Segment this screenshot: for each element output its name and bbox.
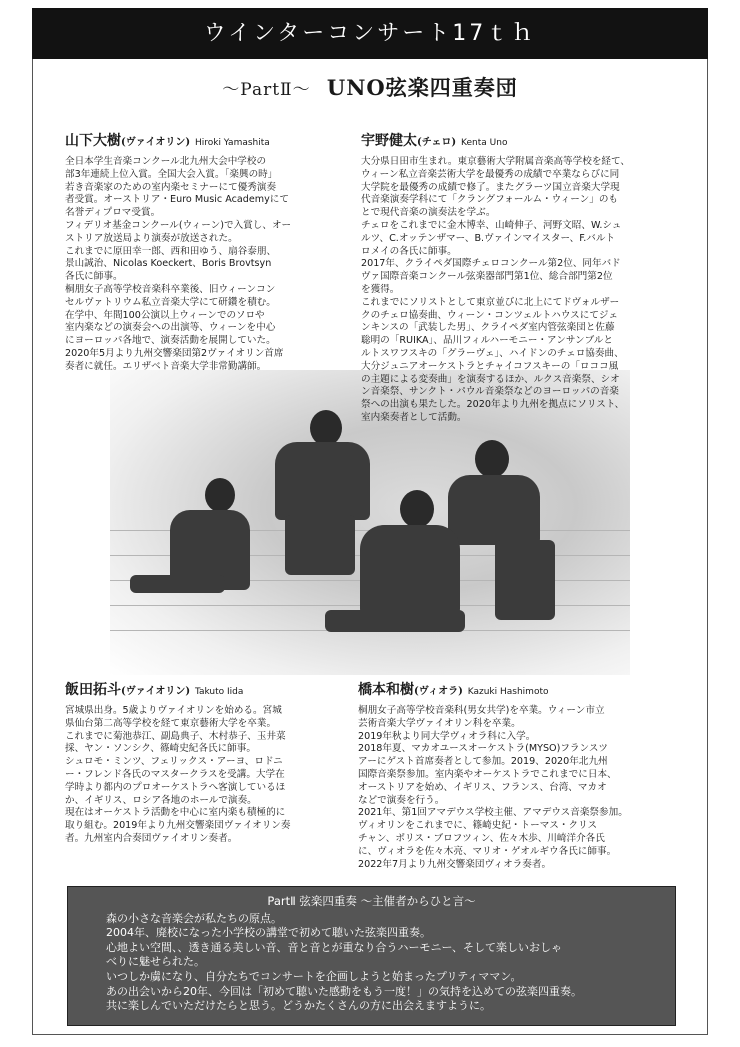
bio-line: ストリア放送局より演奏が放送された。 bbox=[65, 232, 238, 244]
performer-instrument: (チェロ) bbox=[417, 137, 457, 148]
bio-line: 全日本学生音楽コンクール北九州大会中学校の bbox=[65, 156, 267, 167]
bio-line: 室内楽などの演奏会への出演等、ウィーンを中心 bbox=[65, 322, 276, 334]
bio-line: ウィーン私立音楽芸術大学を最優秀の成績で卒業ならびに同 bbox=[361, 168, 620, 180]
performer-bio bbox=[65, 705, 345, 846]
bio-line: チェロをこれまでに金木博幸、山崎伸子、河野文昭、W.シュ bbox=[361, 219, 622, 231]
message-line: 2004年、廃校になった小学校の講堂で初めて聴いた弦楽四重奏。 bbox=[106, 926, 431, 940]
bio-line: を獲得。 bbox=[361, 283, 400, 295]
bio-line: チャン、ボリス・ブロフツィン、佐々木歩、川崎洋介各氏 bbox=[358, 832, 605, 844]
bio-line: これまでにソリストとして東京並びに北上にてドヴォルザー bbox=[361, 296, 620, 308]
bio-line: クのチェロ協奏曲、ウィーン・コンツェルトハウスにてジェ bbox=[361, 309, 618, 321]
bio-line: ヴィオリンをこれまでに、篠崎史紀・トーマス・クリス bbox=[358, 820, 598, 832]
bio-line: ルトスワフスキの「グラーヴェ」、ハイドンのチェロ協奏曲、 bbox=[361, 347, 624, 359]
bio-line: 祭への出演も果たした。2020年より九州を拠点にソリスト、 bbox=[361, 399, 625, 411]
performer-bio bbox=[361, 156, 681, 425]
bio-line: 芸術音楽大学ヴァイオリン科を卒業。 bbox=[358, 717, 521, 729]
performer-bio bbox=[65, 156, 345, 374]
bio-line: 代音楽演奏学科にて「クラングフォールム・ウィーン」のも bbox=[361, 194, 619, 206]
performer-romaji: Kenta Uno bbox=[461, 138, 508, 148]
bio-line: 国際音楽祭参加。室内楽やオーケストラでこれまでに日本、 bbox=[358, 768, 617, 780]
performer-romaji: Takuto Iida bbox=[194, 687, 244, 697]
bio-line: に、ヴィオラを佐々木亮、マリオ・ゲオルギウ各氏に師事。 bbox=[358, 845, 617, 857]
bio-line: シュロモ・ミンツ、フェリックス・アーヨ、ロドニ bbox=[65, 756, 283, 768]
bio-line: とで現代音楽の演奏法を学ぶ。 bbox=[361, 207, 496, 219]
bio-line: 2019年秋より同大学ヴィオラ科に入学。 bbox=[358, 730, 536, 742]
bio-line: 学時より都内のプロオーケストラへ客演しているほ bbox=[65, 781, 286, 793]
bio-line: 室内楽奏者として活動。 bbox=[361, 411, 467, 423]
bio-line: 2020年5月より九州交響楽団第2ヴァイオリン首席 bbox=[65, 347, 284, 359]
bio-line: ー・フレンド各氏のマスタークラスを受講。大学在 bbox=[65, 768, 285, 780]
part-subtitle bbox=[0, 72, 740, 102]
bio-line: 2022年7月より九州交響楽団ヴィオラ奏者。 bbox=[358, 858, 552, 870]
performer-name-line bbox=[361, 132, 681, 152]
bio-line: 2017年、クライペダ国際チェロコンクール第2位、同年バド bbox=[361, 258, 621, 270]
concert-title-bar bbox=[32, 8, 708, 59]
performer-instrument: (ヴィオラ) bbox=[414, 686, 463, 697]
message-title: PartⅡ 弦楽四重奏 〜主催者からひと言〜 bbox=[267, 894, 476, 908]
performer-instrument: (ヴァイオリン) bbox=[121, 137, 191, 148]
performer-name: 山下大樹 bbox=[65, 133, 121, 149]
bio-line: 部3年連続上位入賞。全国大会入賞。「楽興の時」 bbox=[65, 168, 278, 180]
performer-bio bbox=[358, 705, 683, 871]
bio-line: 各氏に師事。 bbox=[65, 271, 123, 283]
bio-line: セルヴァトリウム私立音楽大学にて研鑽を積む。 bbox=[65, 296, 276, 308]
ensemble-name: UNO弦楽四重奏団 bbox=[326, 75, 518, 100]
bio-line: 大分県日田市生まれ。東京藝術大学附属音楽高等学校を経て、 bbox=[361, 156, 631, 167]
concert-title: ウインターコンサート17ｔｈ bbox=[203, 21, 537, 46]
bio-line: ルツ、C.オッテンザマー、B.ヴァインマイスター、F.バルト bbox=[361, 232, 616, 244]
bio-line: ヴァ国際音楽コンクール弦楽器部門第1位、総合部門第2位 bbox=[361, 271, 613, 283]
bio-line: 桐朋女子高等学校音楽科卒業後、旧ウィーンコン bbox=[65, 283, 276, 295]
bio-line: 景山誠治、Nicolas Koeckert、Boris Brovtsyn bbox=[65, 258, 272, 270]
bio-line: にヨーロッパ各地で、演奏活動を展開していた。 bbox=[65, 335, 276, 347]
bio-line: 名誉ディプロマ受賞。 bbox=[65, 207, 161, 219]
part-label: 〜PartⅡ〜 bbox=[222, 80, 311, 100]
performer-card bbox=[65, 132, 345, 374]
bio-line: フィデリオ基金コンクール(ウィーン)で入賞し、オー bbox=[65, 219, 292, 231]
performer-name-line bbox=[65, 681, 345, 701]
message-line: あの出会いから20年、今回は「初めて聴いた感動をもう一度！」の気持を込めての弦楽四重奏。 bbox=[106, 984, 582, 998]
bio-line: 2018年夏、マカオユースオーケストラ(MYSO)フランスツ bbox=[358, 743, 609, 755]
bio-line: 桐朋女子高等学校音楽科(男女共学)を卒業。ウィーン市立 bbox=[358, 705, 605, 716]
bio-line: か、イギリス、ロシア各地のホールで演奏。 bbox=[65, 794, 257, 806]
bio-line: 取り組む。2019年より九州交響楽団ヴァイオリン奏 bbox=[65, 820, 291, 832]
bio-line: 在学中、年間100公演以上ウィーンでのソロや bbox=[65, 309, 265, 321]
bio-line: 県仙台第二高等学校を経て東京藝術大学を卒業。 bbox=[65, 717, 277, 729]
bio-line: アーにゲスト首席奏者として参加。2019、2020年北九州 bbox=[358, 756, 608, 768]
bio-line: 者。九州室内合奏団ヴァイオリン奏者。 bbox=[65, 832, 238, 844]
bio-line: これまでに原田幸一郎、西和田ゆう、扇谷泰朋、 bbox=[65, 245, 277, 257]
performer-card bbox=[65, 681, 345, 846]
performer-name: 橋本和樹 bbox=[358, 682, 414, 698]
message-body bbox=[68, 912, 675, 1014]
bio-line: 大分ジュニアオーケストラとチャイコフスキーの「ロココ風 bbox=[361, 360, 619, 372]
message-line: べりに魅せられた。 bbox=[106, 955, 205, 969]
bio-line: 者受賞。オーストリア・Euro Music Academyにて bbox=[65, 194, 289, 206]
performer-name-line bbox=[65, 132, 345, 152]
organizer-message-box bbox=[67, 886, 676, 1026]
message-line: 共に楽しんでいただけたらと思う。どうかたくさんの方に出会えますように。 bbox=[106, 999, 491, 1013]
message-line: いつしか虜になり、自分たちでコンサートを企画しようと始まったプリティママン。 bbox=[106, 969, 522, 983]
performer-instrument: (ヴァイオリン) bbox=[121, 686, 191, 697]
performer-card bbox=[361, 132, 681, 425]
bio-line: 若き音楽家のための室内楽セミナーにて優秀演奏 bbox=[65, 181, 277, 193]
bio-line: 宮城県出身。5歳よりヴァイオリンを始める。宮城 bbox=[65, 705, 282, 716]
message-line: 心地よい空間、、透き通る美しい音、音と音とが重なり合うハーモニー、そして楽しいおしゃ bbox=[106, 940, 563, 954]
bio-line: などで演奏を行う。 bbox=[358, 794, 445, 806]
bio-line: 奏者に就任。エリザベト音楽大学非常勤講師。 bbox=[65, 360, 267, 372]
performer-name: 宇野健太 bbox=[361, 133, 417, 149]
bio-line: これまでに菊池恭江、副島典子、木村恭子、玉井菜 bbox=[65, 730, 286, 742]
bio-line: 2021年、第1回アマデウス学校主催、アマデウス音楽祭参加。 bbox=[358, 807, 628, 819]
bio-line: 現在はオーケストラ活動を中心に室内楽も積極的に bbox=[65, 807, 286, 819]
message-line: 森の小さな音楽会が私たちの原点。 bbox=[106, 911, 282, 925]
bio-line: 大学院を最優秀の成績で修了。またグラーツ国立音楽大学現 bbox=[361, 181, 620, 193]
performer-romaji: Kazuki Hashimoto bbox=[467, 687, 549, 697]
performer-romaji: Hiroki Yamashita bbox=[194, 138, 270, 148]
bio-line: 採、ヤン・ソンシク、篠崎史紀各氏に師事。 bbox=[65, 743, 256, 755]
performer-name: 飯田拓斗 bbox=[65, 682, 121, 698]
bio-line: ン音楽祭、サンクト・パウル音楽祭などのヨーロッパの音楽 bbox=[361, 386, 619, 398]
bio-line: ンキンスの「武装した男」、クライペダ室内管弦楽団と佐藤 bbox=[361, 322, 615, 334]
bio-line: 聡明の「RUIKA」、品川フィルハーモニー・アンサンブルと bbox=[361, 335, 613, 347]
performer-card bbox=[358, 681, 683, 871]
bio-line: の主題による変奏曲」を演奏するほか、ルクス音楽祭、シオ bbox=[361, 373, 620, 385]
bio-line: ロメイの各氏に師事。 bbox=[361, 245, 457, 257]
performer-name-line bbox=[358, 681, 683, 701]
bio-line: オーストリアを始め、イギリス、フランス、台湾、マカオ bbox=[358, 781, 607, 793]
